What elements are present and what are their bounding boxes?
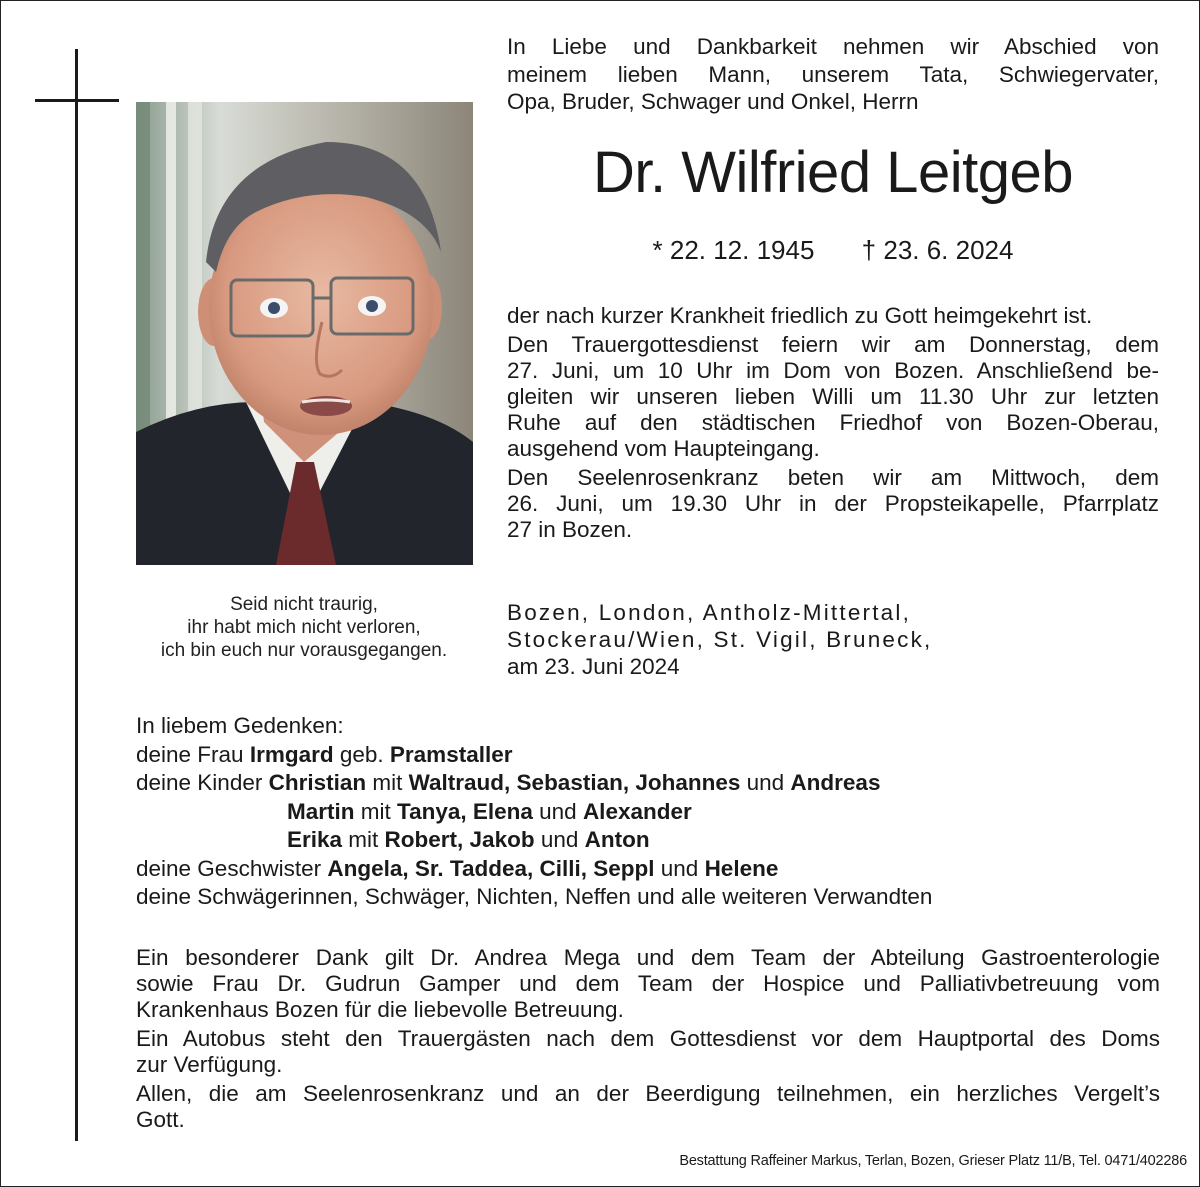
text: geb. bbox=[333, 741, 390, 767]
portrait-photo bbox=[136, 102, 473, 565]
text: deine Frau bbox=[136, 741, 250, 767]
thanks-line: Krankenhaus Bozen für die liebevolle Betreuung. bbox=[136, 997, 624, 1022]
name: Waltraud, Sebastian, Johannes bbox=[408, 770, 741, 795]
body-line: Ruhe auf den städtischen Friedhof von Bozen-Oberau, bbox=[507, 410, 1159, 435]
thanks-line: zur Verfügung. bbox=[136, 1052, 283, 1077]
place-line: Bozen, London, Antholz-Mittertal, bbox=[507, 600, 912, 625]
text: deine Kinder bbox=[136, 770, 269, 795]
name: Angela, Sr. Taddea, Cilli, Seppl bbox=[327, 855, 655, 881]
place-line: Stockerau/Wien, St. Vigil, Bruneck, bbox=[507, 627, 933, 652]
name: Christian bbox=[268, 770, 367, 795]
text: deine Geschwister bbox=[136, 855, 328, 881]
name: Andreas bbox=[790, 770, 881, 795]
intro-line: Opa, Bruder, Schwager und Onkel, Herrn bbox=[507, 89, 919, 114]
name: Helene bbox=[704, 855, 779, 881]
birth-date: * 22. 12. 1945 bbox=[652, 235, 815, 265]
name: Martin bbox=[287, 798, 355, 824]
mourner-relatives: deine Schwägerinnen, Schwäger, Nichten, Neffen und alle weiteren Verwandten bbox=[136, 884, 933, 909]
thanks-text bbox=[136, 945, 1160, 1136]
text: und bbox=[654, 855, 705, 881]
body-line: Den Trauergottesdienst feiern wir am Donnerstag, dem bbox=[507, 332, 1159, 357]
text: mit bbox=[366, 770, 409, 795]
mourner-wife bbox=[136, 741, 1176, 770]
mourner-siblings bbox=[136, 855, 1176, 884]
memorial-quote bbox=[119, 593, 489, 662]
body-line: 27 in Bozen. bbox=[507, 517, 633, 542]
quote-line: ich bin euch nur vorausgegangen. bbox=[160, 640, 448, 661]
text: mit bbox=[354, 798, 397, 824]
funeral-home-footer: Bestattung Raffeiner Markus, Terlan, Bozen, Grieser Platz 11/B, Tel. 0471/402286 bbox=[679, 1153, 1187, 1169]
thanks-line: Ein besonderer Dank gilt Dr. Andrea Mega und dem Team der Abteilung Gastroenterologie bbox=[136, 945, 1160, 970]
name: Pramstaller bbox=[389, 741, 513, 767]
text: und bbox=[740, 770, 791, 795]
thanks-line: Allen, die am Seelenrosenkranz und an der Beerdigung teilnehmen, ein herzliches Vergelt’s bbox=[136, 1081, 1160, 1106]
mourner-children bbox=[136, 798, 1176, 827]
intro-line: meinem lieben Mann, unserem Tata, Schwiegervater, bbox=[507, 61, 1159, 87]
mourner-children bbox=[136, 769, 1176, 798]
cross-icon-vertical bbox=[75, 49, 78, 1141]
place-and-date bbox=[507, 599, 1159, 680]
thanks-line: Gott. bbox=[136, 1107, 185, 1132]
body-line: 27. Juni, um 10 Uhr im Dom von Bozen. Anschließend be- bbox=[507, 358, 1159, 383]
text: und bbox=[532, 798, 583, 824]
mourners-list bbox=[136, 712, 1176, 912]
body-line: Den Seelenrosenkranz beten wir am Mittwoch, dem bbox=[507, 465, 1159, 490]
thanks-line: Ein Autobus steht den Trauergästen nach dem Gottesdienst vor dem Hauptportal des Doms bbox=[136, 1026, 1160, 1051]
intro-line: In Liebe und Dankbarkeit nehmen wir Abschied von bbox=[507, 34, 1159, 59]
thanks-line: sowie Frau Dr. Gudrun Gamper und dem Team der Hospice und Palliativbetreuung vom bbox=[136, 971, 1160, 996]
life-dates bbox=[507, 234, 1159, 266]
intro-text bbox=[507, 33, 1159, 116]
body-line: gleiten wir unseren lieben Willi um 11.30 Uhr zur letzten bbox=[507, 384, 1159, 409]
name: Tanya, Elena bbox=[397, 798, 533, 824]
text: und bbox=[534, 827, 585, 852]
quote-line: ihr habt mich nicht verloren, bbox=[187, 617, 421, 638]
name: Alexander bbox=[582, 798, 692, 824]
cross-icon-horizontal bbox=[35, 99, 119, 102]
mourners-heading: In liebem Gedenken: bbox=[136, 713, 344, 738]
date-line: am 23. Juni 2024 bbox=[507, 654, 680, 679]
text: mit bbox=[342, 827, 385, 852]
name: Erika bbox=[287, 827, 343, 852]
body-line: 26. Juni, um 19.30 Uhr in der Propsteikapelle, Pfarrplatz bbox=[507, 491, 1159, 516]
body-line: der nach kurzer Krankheit friedlich zu Gott heimgekehrt ist. bbox=[507, 303, 1093, 328]
quote-line: Seid nicht traurig, bbox=[230, 594, 378, 615]
name: Robert, Jakob bbox=[384, 827, 535, 852]
service-info bbox=[507, 303, 1159, 546]
name: Anton bbox=[584, 827, 650, 852]
deceased-name: Dr. Wilfried Leitgeb bbox=[593, 140, 1073, 205]
body-line: ausgehend vom Haupteingang. bbox=[507, 436, 820, 461]
name: Irmgard bbox=[249, 741, 334, 767]
mourner-children bbox=[136, 826, 1176, 855]
death-date: † 23. 6. 2024 bbox=[861, 235, 1014, 265]
